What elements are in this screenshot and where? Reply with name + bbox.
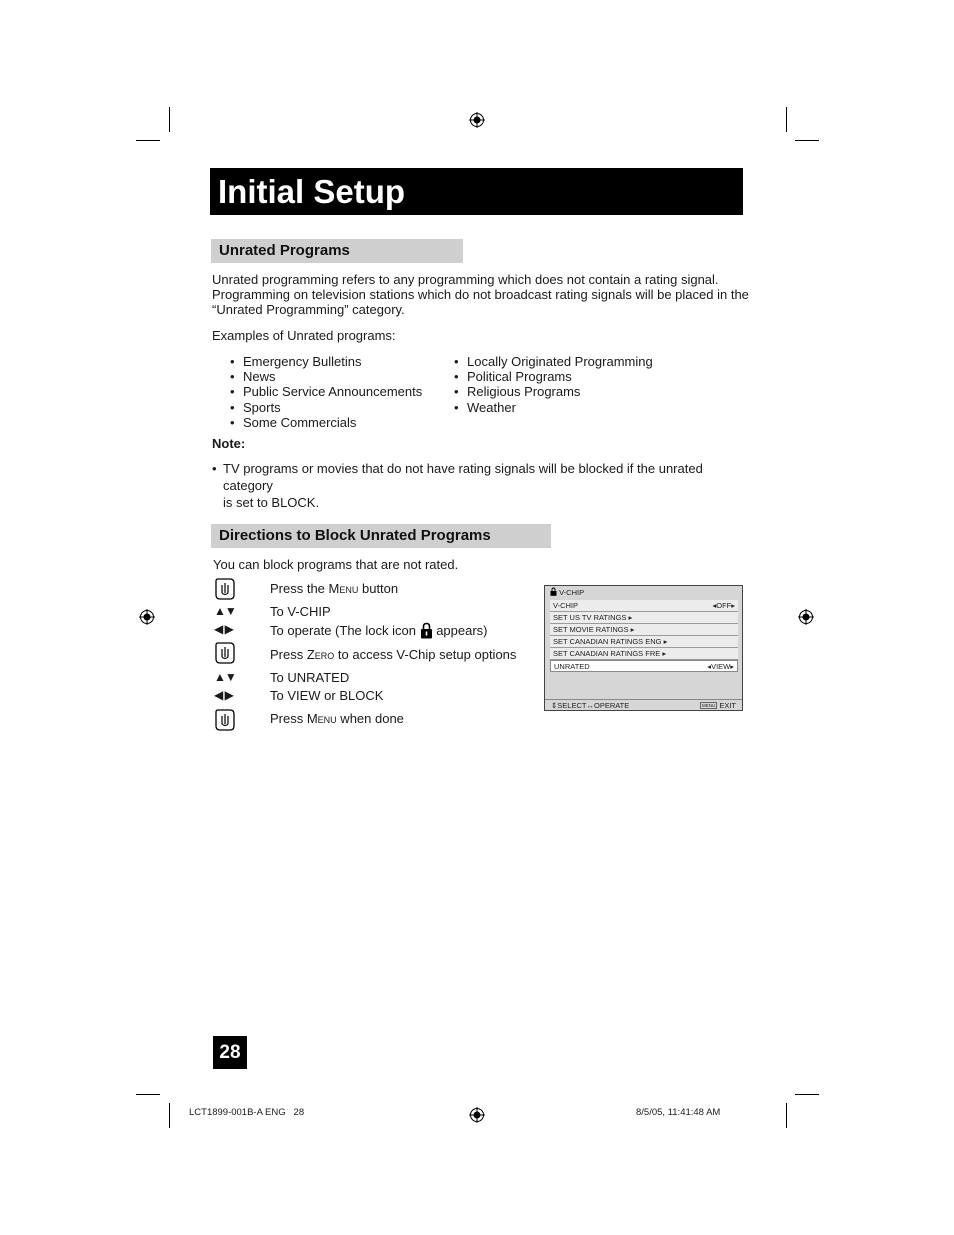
step-text: Press [270, 711, 307, 726]
list-item: • Political Programs [454, 369, 653, 384]
examples-list-right [454, 354, 653, 415]
footer-operate-text: OPERATE [593, 701, 630, 710]
list-item: • Sports [230, 400, 422, 415]
vchip-menu-title [550, 587, 584, 598]
menu-item-label: UNRATED [554, 662, 590, 671]
left-right-arrow-icon: ◀ ▶ [214, 688, 233, 702]
chevron-right-icon: ▸ [662, 649, 667, 658]
vchip-menu-list [550, 600, 738, 672]
step-text: to access V-Chip setup options [334, 647, 517, 662]
zero-key-label: Zero [306, 647, 335, 662]
menu-item-set-us-tv-ratings [550, 612, 738, 624]
section-heading-unrated-programs: Unrated Programs [211, 239, 463, 263]
footer-select-hint [551, 700, 629, 711]
menu-item-label: SET MOVIE RATINGS [553, 625, 629, 634]
crop-mark [795, 140, 819, 141]
list-item: • Public Service Announcements [230, 384, 422, 399]
intro-paragraph [212, 272, 749, 317]
examples-list-left [230, 354, 422, 430]
note-line-text: TV programs or movies that do not have rating signals will be blocked if the unrated category [223, 461, 703, 493]
step-view-or-block: To VIEW or BLOCK [270, 688, 384, 703]
registration-mark-icon [139, 609, 155, 625]
section-heading-directions: Directions to Block Unrated Programs [211, 524, 551, 548]
up-down-arrow-icon: ⇕ [551, 701, 558, 710]
menu-item-value-text: VIEW [711, 662, 731, 671]
left-right-arrow-icon: ↔ [586, 701, 594, 710]
chevron-right-icon: ▸ [630, 625, 635, 634]
examples-label: Examples of Unrated programs: [212, 328, 396, 343]
vchip-menu-title-text: V-CHIP [559, 588, 585, 597]
step-text: Press [270, 647, 307, 662]
menu-item-label: V-CHIP [553, 601, 579, 610]
menu-item-value: ◂VIEW▸ [707, 662, 734, 671]
vchip-menu-footer [545, 699, 742, 711]
menu-item-set-movie-ratings [550, 624, 738, 636]
list-item: • Emergency Bulletins [230, 354, 422, 369]
list-item: • Locally Originated Programming [454, 354, 653, 369]
menu-key-label: Menu [306, 711, 337, 726]
menu-item-set-canadian-ratings-eng [550, 636, 738, 648]
menu-item-vchip [550, 600, 738, 612]
registration-mark-icon [469, 1107, 485, 1123]
registration-mark-icon [798, 609, 814, 625]
menu-item-label: SET CANADIAN RATINGS FRE [553, 649, 661, 658]
directions-intro: You can block programs that are not rated. [213, 557, 459, 572]
list-item: • Some Commercials [230, 415, 422, 430]
note-text [212, 460, 752, 511]
menu-item-unrated [550, 660, 738, 672]
menu-item-value-text: OFF [716, 601, 732, 610]
intro-line: Programming on television stations which do not broadcast rating signals will be placed in the [212, 287, 749, 302]
note-label: Note: [212, 436, 246, 451]
chevron-right-icon: ▸ [663, 637, 668, 646]
note-line: • TV programs or movies that do not have rating signals will be blocked if the unrated category [212, 461, 703, 493]
step-text: button [358, 581, 399, 596]
step-press-zero [270, 647, 516, 662]
hand-press-icon [213, 578, 237, 600]
step-press-menu-done [270, 711, 404, 726]
footer-exit-text: EXIT [719, 701, 736, 710]
note-line: is set to BLOCK. [223, 495, 320, 510]
page-number: 28 [213, 1036, 247, 1069]
registration-mark-icon [469, 112, 485, 128]
crop-mark [795, 1094, 819, 1095]
crop-mark [169, 1103, 170, 1128]
crop-mark [786, 1103, 787, 1128]
step-press-menu [270, 581, 398, 596]
step-text: To operate (The lock icon [270, 623, 420, 638]
menu-key-label: Menu [328, 581, 359, 596]
intro-line: Unrated programming refers to any programming which does not contain a rating signal. [212, 272, 719, 287]
step-operate [270, 622, 488, 639]
hand-press-icon [213, 709, 237, 731]
crop-mark [786, 107, 787, 132]
footer-doc-id: LCT1899-001B-A ENG 28 [189, 1107, 305, 1118]
step-to-vchip: To V-CHIP [270, 604, 331, 619]
list-item: • Weather [454, 400, 653, 415]
hand-press-icon [213, 642, 237, 664]
up-down-arrow-icon: ▲▼ [214, 670, 236, 684]
menu-item-value: ◂OFF▸ [712, 601, 735, 610]
footer-exit-hint [700, 700, 736, 711]
footer-select-text: SELECT [557, 701, 587, 710]
up-down-arrow-icon: ▲▼ [214, 604, 236, 618]
menu-item-label: SET CANADIAN RATINGS ENG [553, 637, 662, 646]
intro-line: “Unrated Programming” category. [212, 302, 405, 317]
lock-icon [550, 587, 557, 596]
left-right-arrow-icon: ◀ ▶ [214, 622, 233, 636]
crop-mark [169, 107, 170, 132]
chevron-right-icon: ▸ [628, 613, 633, 622]
step-text: appears) [432, 623, 488, 638]
menu-key-icon: MENU [701, 703, 716, 708]
step-text: when done [336, 711, 404, 726]
crop-mark [136, 140, 160, 141]
list-item: • News [230, 369, 422, 384]
lock-icon [420, 622, 433, 639]
list-item: • Religious Programs [454, 384, 653, 399]
step-text: Press the [270, 581, 329, 596]
footer-timestamp: 8/5/05, 11:41:48 AM [636, 1107, 721, 1118]
menu-item-label: SET US TV RATINGS [553, 613, 627, 622]
vchip-menu-screen [544, 585, 743, 711]
crop-mark [136, 1094, 160, 1095]
menu-item-set-canadian-ratings-fre [550, 648, 738, 660]
page-title: Initial Setup [210, 168, 743, 215]
step-to-unrated: To UNRATED [270, 670, 350, 685]
